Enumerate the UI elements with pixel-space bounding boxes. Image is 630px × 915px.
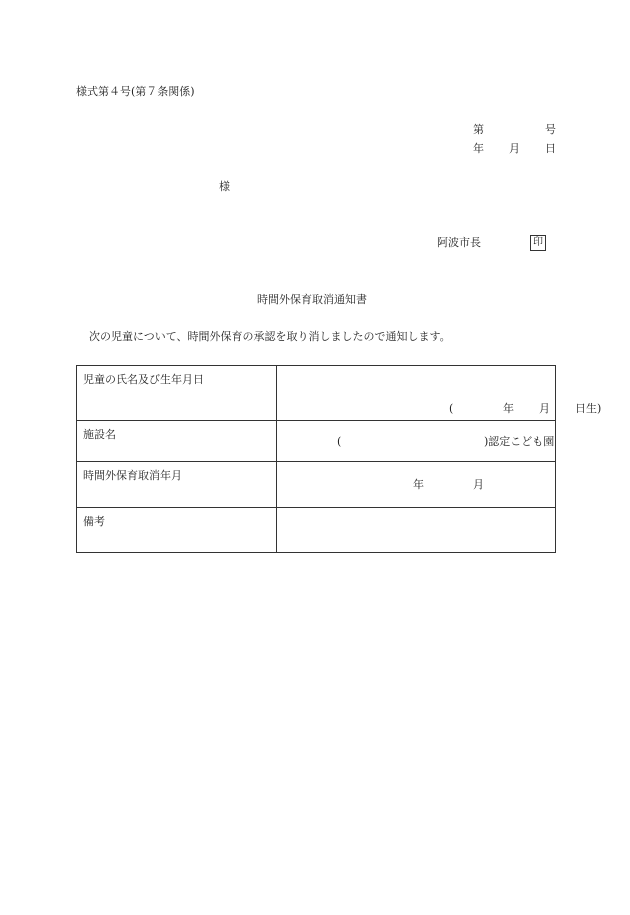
birth-open-paren: ( xyxy=(449,402,454,415)
birth-year-label: 年 xyxy=(503,402,514,415)
table-row xyxy=(77,462,556,508)
issue-day-label: 日 xyxy=(545,142,556,155)
child-name-birth-label: 児童の氏名及び生年月日 xyxy=(77,366,277,421)
issue-number-prefix: 第 xyxy=(473,123,484,136)
table-row xyxy=(77,366,556,421)
issue-year-label: 年 xyxy=(473,142,484,155)
cancel-year-label: 年 xyxy=(413,478,424,491)
issue-number-suffix: 号 xyxy=(545,123,556,136)
facility-suffix: )認定こども園 xyxy=(484,435,555,448)
form-table xyxy=(76,365,602,553)
birth-day-label: 日生) xyxy=(575,402,602,415)
cancel-month-value[interactable] xyxy=(277,462,556,508)
seal-icon: 印 xyxy=(530,235,546,251)
form-number: 様式第４号(第７条関係) xyxy=(76,85,195,98)
addressee-suffix: 様 xyxy=(219,180,230,193)
birth-month-label: 月 xyxy=(539,402,550,415)
sender-title: 阿波市長 xyxy=(437,236,481,249)
table-row xyxy=(77,508,556,553)
facility-open-paren: ( xyxy=(337,435,342,448)
document-title: 時間外保育取消通知書 xyxy=(257,293,367,306)
cancel-month-label: 時間外保育取消年月 xyxy=(77,462,277,508)
remarks-value[interactable] xyxy=(277,508,556,553)
facility-label: 施設名 xyxy=(77,421,277,462)
body-text: 次の児童について、時間外保育の承認を取り消しましたので通知します。 xyxy=(89,330,451,343)
remarks-label: 備考 xyxy=(77,508,277,553)
issue-month-label: 月 xyxy=(509,142,520,155)
cancel-month-unit: 月 xyxy=(473,478,484,491)
facility-value[interactable] xyxy=(277,421,556,462)
child-name-birth-value[interactable] xyxy=(277,366,602,421)
table-row xyxy=(77,421,556,462)
